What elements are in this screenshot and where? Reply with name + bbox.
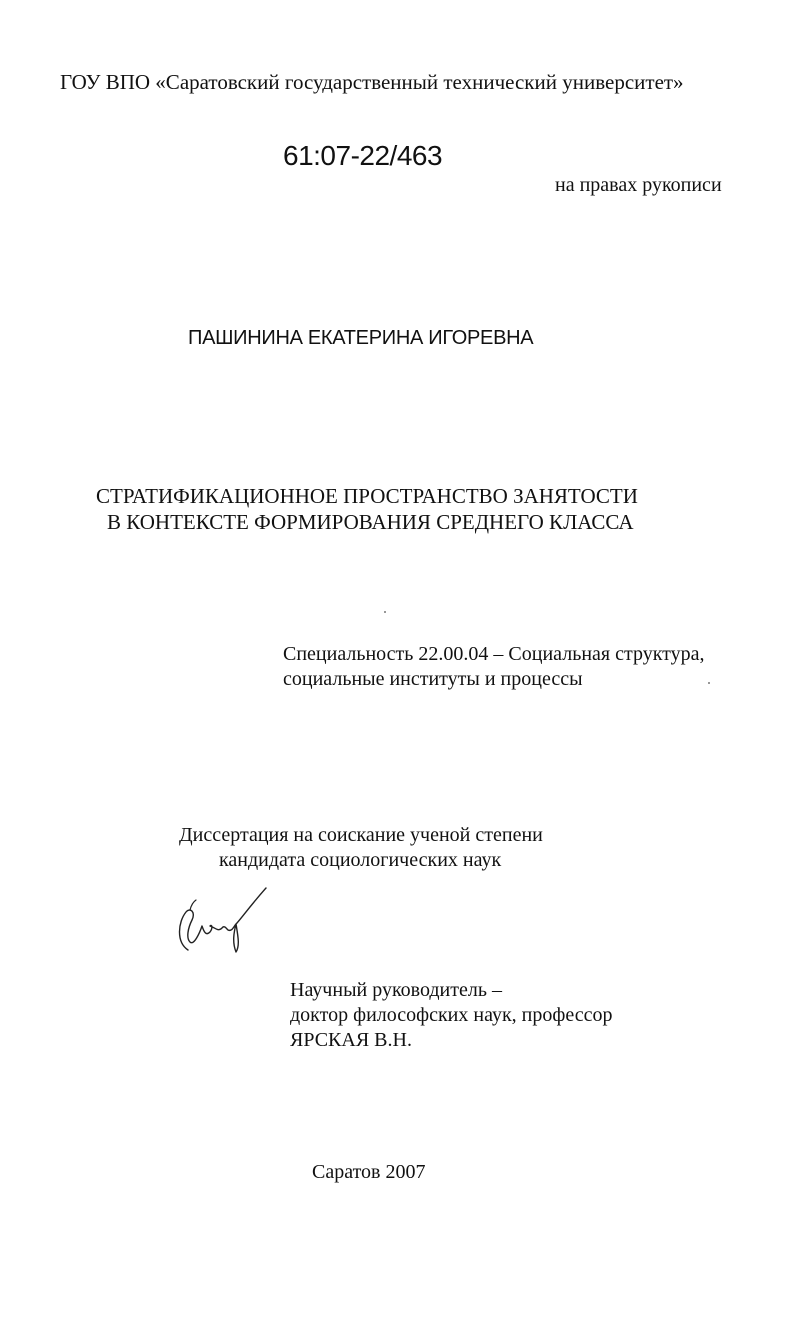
place-and-year: Саратов 2007 — [312, 1161, 426, 1183]
institution-name: ГОУ ВПО «Саратовский государственный технический университет» — [60, 70, 684, 94]
supervisor-line-2: доктор философских наук, профессор — [290, 1004, 613, 1026]
degree-line-2: кандидата социологических наук — [219, 849, 502, 871]
archive-code: 61:07-22/463 — [283, 140, 443, 171]
supervisor-line-1: Научный руководитель – — [290, 979, 502, 1001]
specialty-line-2: социальные институты и процессы — [283, 668, 583, 690]
dissertation-title-line-1: СТРАТИФИКАЦИОННОЕ ПРОСТРАНСТВО ЗАНЯТОСТИ — [96, 484, 638, 508]
supervisor-name: ЯРСКАЯ В.Н. — [290, 1029, 412, 1051]
scan-speck — [384, 611, 386, 613]
scan-speck — [708, 682, 710, 684]
dissertation-title-line-2: В КОНТЕКСТЕ ФОРМИРОВАНИЯ СРЕДНЕГО КЛАССА — [107, 510, 634, 534]
manuscript-note: на правах рукописи — [555, 174, 722, 196]
specialty-line-1: Специальность 22.00.04 – Социальная структура, — [283, 643, 705, 665]
author-name: ПАШИНИНА ЕКАТЕРИНА ИГОРЕВНА — [188, 327, 534, 349]
handwritten-signature — [170, 880, 290, 955]
degree-line-1: Диссертация на соискание ученой степени — [179, 824, 543, 846]
